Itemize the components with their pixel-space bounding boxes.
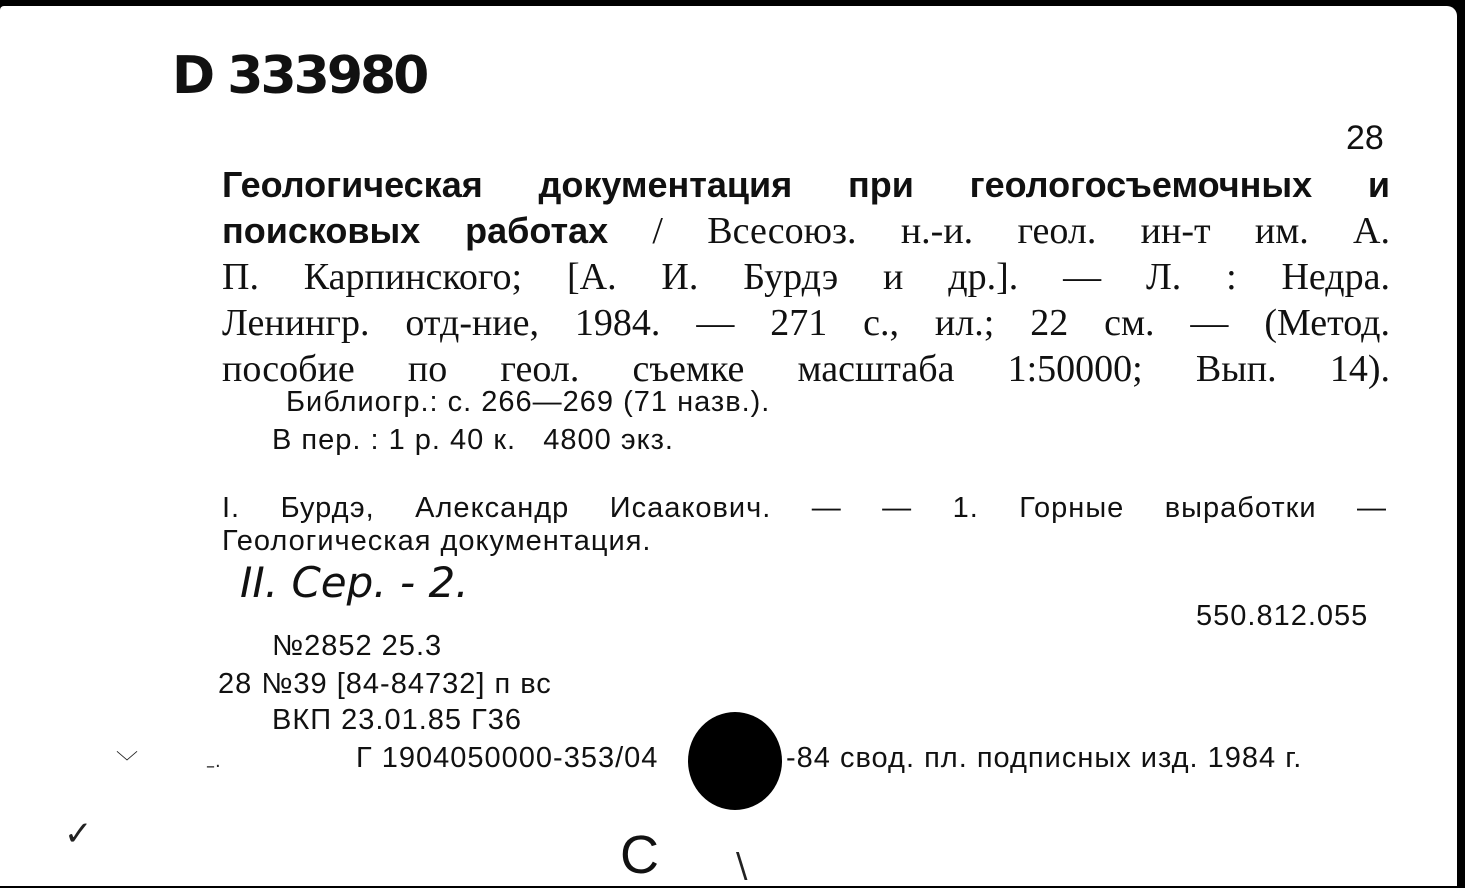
ink-blot [688, 712, 782, 810]
footer-letter: С [620, 825, 659, 885]
description-line-1: Геологическая документация при геологосъемочных и [222, 164, 1390, 205]
stray-dash-mark: –· [206, 756, 221, 777]
handwritten-note: II. Сер. - 2. [240, 558, 469, 607]
subject-headings [222, 492, 1387, 558]
subject-line-2: Геологическая документация. [222, 525, 652, 557]
description-line-2: поисковых работах / Всесоюз. н.-и. геол. ин-т им. А. [222, 210, 1390, 252]
card-number: 28 [1346, 119, 1384, 157]
description-line-5: пособие по геол. съемке масштаба 1:50000; Вып. 14). [222, 348, 1390, 390]
udc-code: 550.812.055 [1196, 600, 1369, 632]
description-line-4: Ленингр. отд-ние, 1984. — 271 с., ил.; 22 см. — (Метод. [222, 302, 1390, 344]
registry-line-1: №2852 25.3 [272, 630, 443, 662]
bibliography-note: Библиогр.: с. 266—269 (71 назв.). [286, 386, 771, 418]
stray-stroke-mark: \ [736, 846, 748, 886]
bibliographic-description [222, 162, 1390, 392]
stray-mark-left: ﹀ [116, 751, 139, 776]
registry-line-4: Г 1904050000-353/04 [356, 742, 659, 774]
price-note: В пер. : 1 р. 40 к. 4800 экз. [272, 424, 674, 456]
corner-check-mark: ✓ [64, 814, 93, 854]
description-line-3: П. Карпинского; [А. И. Бурдэ и др.]. — Л. : Недра. [222, 256, 1390, 298]
registry-line-3: ВКП 23.01.85 Г36 [272, 704, 523, 736]
catalog-card [0, 6, 1457, 886]
registry-line-4-continued: -84 свод. пл. подписных изд. 1984 г. [786, 742, 1303, 774]
catalog-number: D 333980 [172, 46, 427, 106]
subject-line-1: I. Бурдэ, Александр Исаакович. — — 1. Горные выработки — [222, 492, 1387, 524]
registry-line-2: 28 №39 [84-84732] п вс [218, 668, 552, 700]
